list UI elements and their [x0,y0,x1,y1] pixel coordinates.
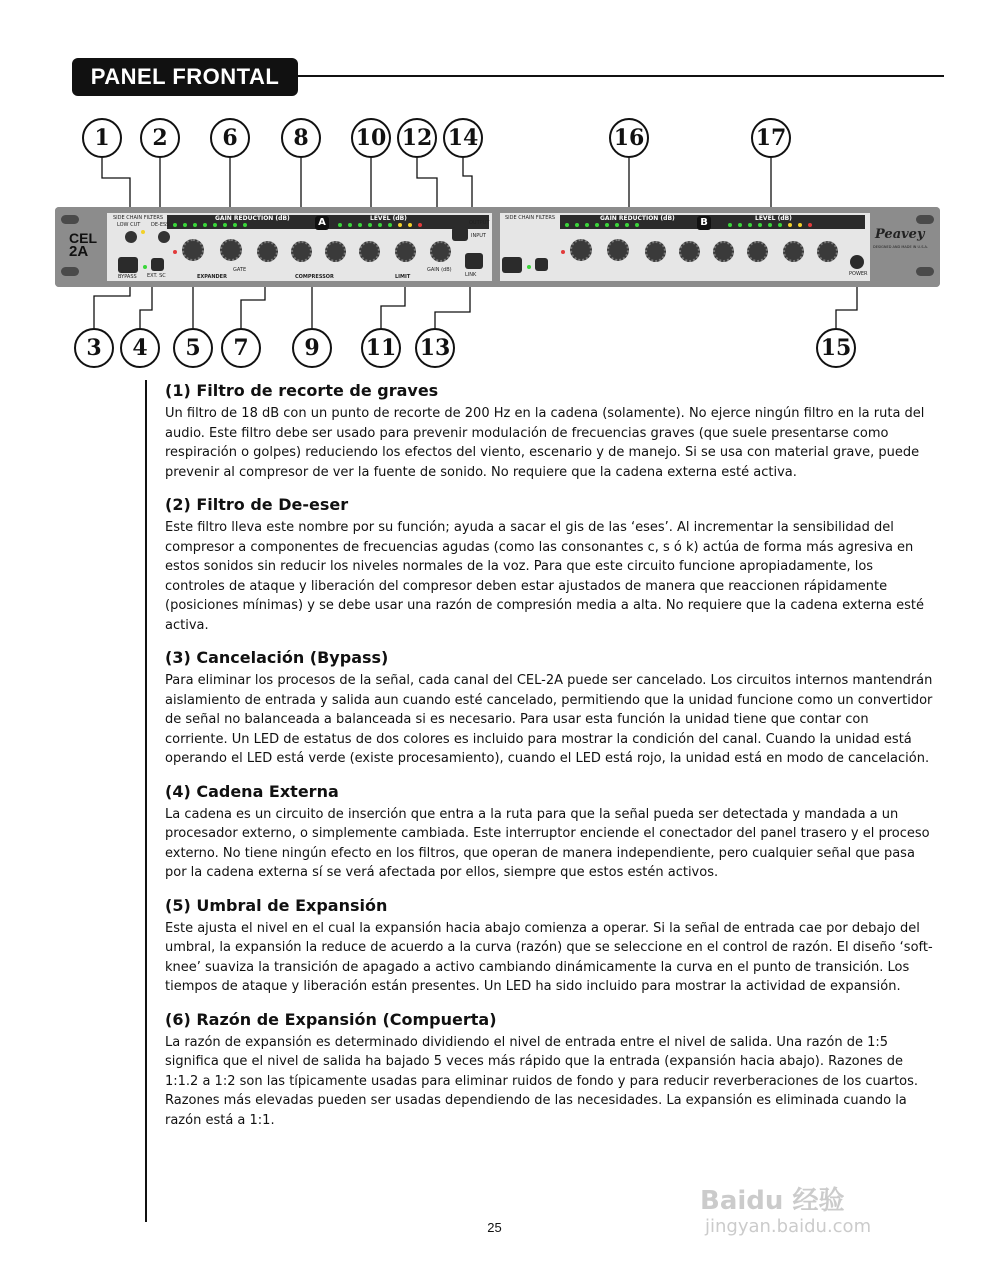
callout-7: 7 [221,328,261,368]
section-body: Este filtro lleva este nombre por su función; ayuda a sacar el gis de las ‘eses’. Al incrementar la sensibilidad del compresor a componentes de frecuencias agudas (como las consonantes c, s ó k) actúa de forma más agresiva en estos sonidos sin reducir los niveles normales de la voz. Para que este circuito funcione apropiadamente, los controles de ataque y liberación del compresor deben estar ajustados de manera que reaccionen rápidamente (posiciones mínimas) y se debe usar una razón de compresión media a alta. No requiere que la cadena externa esté activa. [165,520,924,633]
comp-threshold-knob-b[interactable] [645,241,666,262]
section-title-tab: PANEL FRONTAL [72,58,298,96]
power-label: POWER [849,271,868,277]
input-label: INPUT [471,233,486,239]
de-ess-label-a: DE-ESS [151,222,170,228]
section-low-cut-filter [165,380,935,482]
callout-12: 12 [397,118,437,158]
section-body: La razón de expansión es determinado dividiendo el nivel de entrada entre el nivel de salida. Una razón de 1:5 significa que el nivel de salida ha bajado 5 veces más rápido que la entrada (expansión hacia abajo). Razones de 1:1.2 a 1:2 son las típicamente usadas para eliminar ruidos de fondo y para reducir reverberaciones de los cuartos. Razones más elevadas pueden ser usadas dependiendo de las necesidades. La expansión es eliminada cuando la razón está a 1:1. [165,1034,919,1128]
callout-3: 3 [74,328,114,368]
low-cut-label-a: LOW CUT [117,222,141,228]
callout-2: 2 [140,118,180,158]
bypass-label-a: BYPASS [118,274,137,280]
limit-label-a: LIMIT [395,274,411,280]
bypass-button-a[interactable] [118,257,138,273]
front-panel [55,207,940,287]
level-label-b: LEVEL (dB) [755,215,792,222]
section-heading: (5) Umbral de Expansión [165,895,388,915]
section-external-chain [165,781,935,883]
section-de-ess-filter [165,494,935,635]
comp-ratio-knob-a[interactable] [291,241,312,262]
compressor-label-a: COMPRESSOR [295,274,334,280]
descriptions [165,380,935,1142]
expander-ratio-knob-b[interactable] [607,239,629,261]
margin-rule [145,380,147,1222]
section-heading: (6) Razón de Expansión (Compuerta) [165,1009,497,1029]
expander-ratio-knob-a[interactable] [220,239,242,261]
link-label: LINK [465,272,477,278]
callout-14: 14 [443,118,483,158]
section-body: Un filtro de 18 dB con un punto de recorte de 200 Hz en la cadena (solamente). No ejerce ningún filtro en la ruta del audio. Este filtro debe ser usado para prevenir modulación de frecuencias graves (que suele presentarse como respiración o golpes) reduciendo los efectos del viento, escenario y de manejo. Si se usa con material grave, puede prevenir al compresor de ver la fuente de sonido. No requiere que la cadena externa esté activa. [165,406,925,480]
model-logo [69,231,97,259]
low-cut-switch-a[interactable] [125,231,137,243]
output-label: OUTPUT [469,220,490,226]
comp-release-knob-b[interactable] [747,241,768,262]
expander-threshold-knob-a[interactable] [182,239,204,261]
callout-8: 8 [281,118,321,158]
callout-5: 5 [173,328,213,368]
expander-threshold-knob-b[interactable] [570,239,592,261]
de-ess-switch-a[interactable] [158,231,170,243]
watermark-url: jingyan.baidu.com [705,1216,872,1237]
comp-attack-knob-a[interactable] [325,241,346,262]
callout-11: 11 [361,328,401,368]
comp-release-knob-a[interactable] [359,241,380,262]
section-heading: (2) Filtro de De-eser [165,495,349,514]
channel-a-badge: A [315,216,329,230]
watermark-logo: Baidu 经验 [700,1186,845,1216]
section-heading: (4) Cadena Externa [165,781,339,801]
ext-sc-label-a: EXT. SC [147,273,166,279]
callout-16: 16 [609,118,649,158]
section-expansion-ratio [165,1009,935,1131]
callout-15: 15 [816,328,856,368]
link-button[interactable] [465,253,483,269]
callout-17: 17 [751,118,791,158]
side-chain-filters-label-b: SIDE CHAIN FILTERS [505,215,556,221]
output-input-switch[interactable] [452,227,468,241]
limit-threshold-knob-a[interactable] [395,241,416,262]
callout-6: 6 [210,118,250,158]
limit-threshold-knob-b[interactable] [783,241,804,262]
callout-9: 9 [292,328,332,368]
expander-label-a: EXPANDER [197,274,227,280]
comp-threshold-knob-a[interactable] [257,241,278,262]
gate-label-a: GATE [233,267,247,273]
channel-b-badge: B [697,216,711,230]
gain-knob-b[interactable] [817,241,838,262]
callout-1: 1 [82,118,122,158]
comp-attack-knob-b[interactable] [713,241,734,262]
model-suffix: 2A [69,243,89,260]
side-chain-filters-label-a: SIDE CHAIN FILTERS [113,215,164,221]
brand-logo: Peavey [875,227,925,242]
section-body: La cadena es un circuito de inserción que entra a la ruta para que la señal pueda ser detectada y mandada a un procesador externo, o simplemente cambiada. Este interruptor enciende el conectador del panel trasero y el proceso externo. No tiene ningún efecto en los filtros, que operan de manera independiente, pero cualquier señal que pasa por la cadena externa sí se verá afectada por ellos, siempre que estos estén activos. [165,806,930,880]
page-number: 25 [487,1220,502,1235]
section-bypass [165,647,935,769]
gain-label-a: GAIN (dB) [427,267,452,273]
section-expansion-threshold [165,895,935,997]
comp-ratio-knob-b[interactable] [679,241,700,262]
level-label-a: LEVEL (dB) [370,215,407,222]
power-switch[interactable] [850,255,864,269]
section-heading: (3) Cancelación (Bypass) [165,648,389,667]
callout-10: 10 [351,118,391,158]
ext-sc-button-a[interactable] [151,258,164,271]
callout-4: 4 [120,328,160,368]
gain-knob-a[interactable] [430,241,451,262]
section-body: Para eliminar los procesos de la señal, cada canal del CEL-2A puede ser cancelado. Los circuitos internos mantendrán aislamiento de entrada y salida aun cuando esté cancelado, permitiendo que la unidad funcione como un convertidor de señal no balanceada a balanceada si es necesario. Para usar esta función la unidad tiene que contar con corriente. Un LED de estatus de dos colores es incluido para mostrar la condición del canal. Cuando la unidad está operando el LED está verde (existe procesamiento), cuando el LED está rojo, la unidad está en modo de cancelación. [165,673,933,766]
callout-13: 13 [415,328,455,368]
brand-tagline: DESIGNED AND MADE IN U.S.A. [873,245,928,249]
ext-sc-button-b[interactable] [535,258,548,271]
gain-reduction-label-b: GAIN REDUCTION (dB) [600,215,675,222]
section-heading: (1) Filtro de recorte de graves [165,381,439,400]
gain-reduction-label-a: GAIN REDUCTION (dB) [215,215,290,222]
bypass-button-b[interactable] [502,257,522,273]
section-body: Este ajusta el nivel en el cual la expansión hacia abajo comienza a operar. Si la señal de entrada cae por debajo del umbral, la expansión la reduce de acuerdo a la curva (razón) que se seleccione en el control de razón. El diseño ‘soft-knee’ suaviza la transición de apagado a activo cambiando dinámicamente la curva en el punto de transición. Los tiempos de ataque y liberación están presentes. Un LED ha sido incluido para mostrar la actividad de expansión. [165,920,933,994]
model-name: CEL [69,230,97,246]
